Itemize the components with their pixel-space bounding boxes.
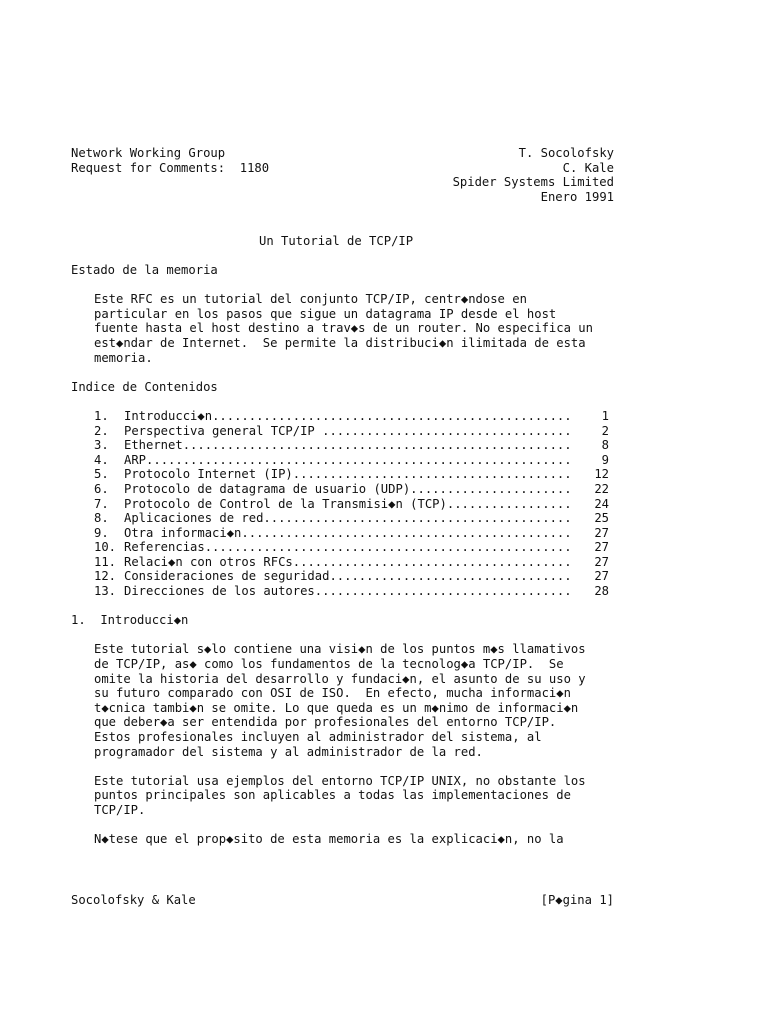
text-line: de TCP/IP, as◆ como los fundamentos de la tecnolog◆a TCP/IP. Se xyxy=(94,657,564,672)
toc-entry xyxy=(71,540,609,555)
toc-entry xyxy=(71,453,609,468)
toc-page-number: 28 xyxy=(594,584,609,599)
text-line: Estos profesionales incluyen al administrador del sistema, al xyxy=(94,730,542,744)
toc-label: Perspectiva general TCP/IP xyxy=(124,423,323,438)
toc-page-number: 12 xyxy=(594,467,609,482)
toc-number: 2. xyxy=(94,423,109,438)
toc-leader-dots xyxy=(410,482,573,497)
text-line: N◆tese que el prop◆sito de esta memoria es la explicaci◆n, no la xyxy=(94,832,564,847)
section-1-paragraph-1 xyxy=(71,642,631,759)
toc-leader-dots xyxy=(263,511,573,526)
toc-number: 5. xyxy=(94,467,109,482)
toc-label: Direcciones de los autores xyxy=(124,584,315,599)
section-1-paragraph-2 xyxy=(71,774,631,818)
text-line: est◆ndar de Internet. Se permite la distribuci◆n ilimitada de esta xyxy=(94,335,586,350)
document-body xyxy=(71,263,631,847)
text-line: que deber◆a ser entendida por profesionales del entorno TCP/IP. xyxy=(94,715,557,730)
toc-entry xyxy=(71,584,609,599)
text-line: particular en los pasos que sigue un datagrama IP desde el host xyxy=(94,306,557,321)
memo-status-heading: Estado de la memoria xyxy=(71,263,218,277)
toc-label: Consideraciones de seguridad xyxy=(124,569,330,584)
toc-entry xyxy=(71,511,609,526)
toc-entry xyxy=(71,409,609,424)
toc-entry xyxy=(71,424,609,439)
toc-leader-dots xyxy=(315,584,573,599)
text-line: programador del sistema y al administrador de la red. xyxy=(94,744,483,759)
memo-status-paragraph xyxy=(71,292,631,365)
toc-number: 12. xyxy=(94,569,117,584)
toc-number: 11. xyxy=(94,554,117,569)
toc-page-number: 27 xyxy=(594,554,609,569)
text-line: su futuro comparado con OSI de ISO. En efecto, mucha informaci◆n xyxy=(94,686,571,701)
toc-entry xyxy=(71,555,609,570)
toc-leader-dots xyxy=(293,555,573,570)
toc-label: Protocolo de datagrama de usuario (UDP) xyxy=(124,481,411,496)
toc-number: 3. xyxy=(94,438,109,453)
toc-label: ARP xyxy=(124,452,147,467)
toc-entry xyxy=(71,482,609,497)
toc-number: 13. xyxy=(94,584,117,599)
rfc-number-line: Request for Comments: 1180 xyxy=(71,160,270,175)
author-2: C. Kale xyxy=(562,160,614,175)
toc-label: Aplicaciones de red xyxy=(124,511,264,526)
text-line: t◆cnica tambi◆n se omite. Lo que queda es un m◆nimo de informaci◆n xyxy=(94,700,579,715)
working-group-line: Network Working Group xyxy=(71,146,226,160)
toc-leader-dots xyxy=(241,526,573,541)
toc-page-number: 9 xyxy=(601,452,609,467)
toc-leader-dots xyxy=(212,409,573,424)
text-line: Este tutorial usa ejemplos del entorno TCP/IP UNIX, no obstante los xyxy=(94,773,586,788)
toc-page-number: 22 xyxy=(594,481,609,496)
text-line: Este tutorial s◆lo contiene una visi◆n de los puntos m◆s llamativos xyxy=(94,642,586,657)
toc-label: Otra informaci◆n xyxy=(124,525,242,540)
toc-number: 7. xyxy=(94,496,109,511)
toc-number: 4. xyxy=(94,452,109,467)
toc-label: Protocolo de Control de la Transmisi◆n (TCP) xyxy=(124,496,447,511)
text-line: memoria. xyxy=(94,350,153,365)
header-left-block xyxy=(71,146,269,175)
toc-number: 9. xyxy=(94,525,109,540)
footer-page-number: [P◆gina 1] xyxy=(540,893,614,907)
text-line: Este RFC es un tutorial del conjunto TCP/IP, centr◆ndose en xyxy=(94,292,527,307)
toc-page-number: 2 xyxy=(601,423,609,438)
toc-label: Protocolo Internet (IP) xyxy=(124,467,293,482)
toc-label: Relaci◆n con otros RFCs xyxy=(124,554,293,569)
toc-entry xyxy=(71,497,609,512)
toc-page-number: 1 xyxy=(601,408,609,423)
document-title: Un Tutorial de TCP/IP xyxy=(259,234,414,248)
toc-page-number: 24 xyxy=(594,496,609,511)
toc-page-number: 27 xyxy=(594,569,609,584)
author-1: T. Socolofsky xyxy=(518,146,614,160)
toc-entry xyxy=(71,526,609,541)
toc-number: 10. xyxy=(94,540,117,555)
toc-entry xyxy=(71,467,609,482)
footer-authors: Socolofsky & Kale xyxy=(71,893,196,907)
text-line: fuente hasta el host destino a trav◆s de un router. No especifica un xyxy=(94,321,593,336)
toc-entry xyxy=(71,438,609,453)
toc-page-number: 25 xyxy=(594,511,609,526)
toc-leader-dots xyxy=(183,438,573,453)
toc-leader-dots xyxy=(329,569,573,584)
toc-label: Introducci◆n xyxy=(124,408,213,423)
organization: Spider Systems Limited xyxy=(452,175,614,190)
toc-label: Ethernet xyxy=(124,438,183,453)
toc-leader-dots xyxy=(205,540,573,555)
toc-page-number: 27 xyxy=(594,540,609,555)
toc-page-number: 27 xyxy=(594,525,609,540)
toc-entry xyxy=(71,569,609,584)
toc-page-number: 8 xyxy=(601,438,609,453)
toc-leader-dots xyxy=(322,424,573,439)
toc-heading: Indice de Contenidos xyxy=(71,379,218,394)
toc-leader-dots xyxy=(293,467,573,482)
text-line: omite la historia del desarrollo y fundaci◆n, el asunto de su uso y xyxy=(94,671,586,686)
publication-date: Enero 1991 xyxy=(540,189,614,204)
toc-leader-dots xyxy=(146,453,573,468)
text-line: TCP/IP. xyxy=(94,802,146,817)
section-1-paragraph-3 xyxy=(71,832,631,847)
toc-leader-dots xyxy=(447,497,573,512)
toc-number: 6. xyxy=(94,481,109,496)
toc-number: 8. xyxy=(94,511,109,526)
text-line: puntos principales son aplicables a todas las implementaciones de xyxy=(94,788,571,803)
section-1-heading: 1. Introducci◆n xyxy=(71,613,189,628)
toc-label: Referencias xyxy=(124,540,205,555)
table-of-contents xyxy=(71,409,631,599)
header-right-block xyxy=(453,146,614,204)
toc-number: 1. xyxy=(94,408,109,423)
